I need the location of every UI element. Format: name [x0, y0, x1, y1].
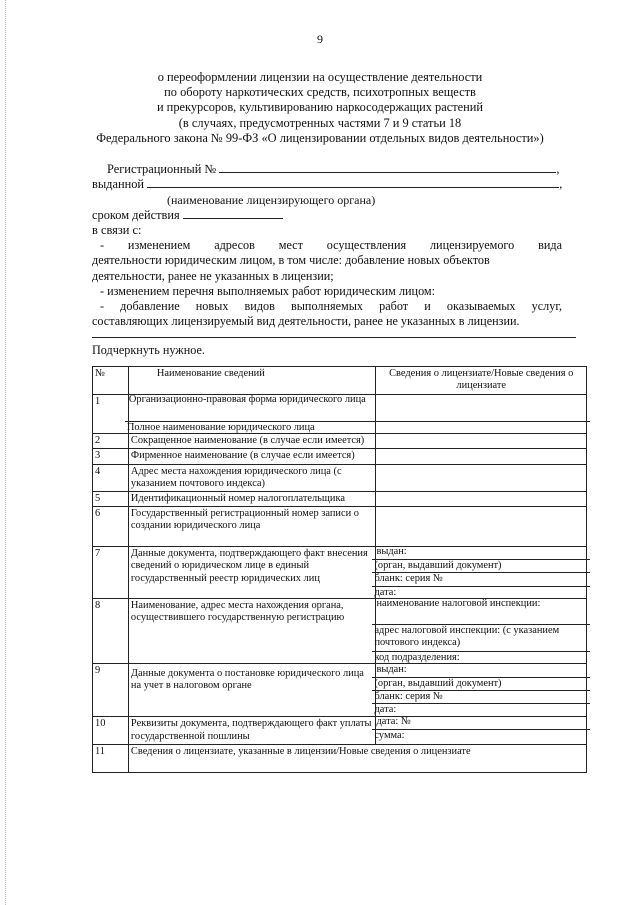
- validity-field[interactable]: [183, 208, 283, 219]
- info-field[interactable]: [372, 421, 590, 434]
- row-name: Сокращенное наименование (в случае если имеется): [128, 434, 376, 449]
- info-label: выдан:: [376, 664, 407, 676]
- reason-line: деятельности, ранее не указанных в лицензии;: [92, 268, 334, 283]
- header-info: Сведения о лицензиате/Новые сведения о лицензиате: [376, 367, 587, 395]
- registration-label: Регистрационный №: [107, 162, 217, 176]
- info-label: бланк: серия №: [372, 690, 590, 703]
- header-name: Наименование сведений: [128, 367, 376, 395]
- page-number: 9: [317, 32, 323, 46]
- validity-label: сроком действия: [92, 208, 180, 222]
- row-name: Государственный регистрационный номер записи о создании юридического лица: [128, 507, 376, 547]
- reason-line: составляющих лицензируемый вид деятельности, ранее не указанных в лицензии.: [92, 314, 520, 329]
- info-field[interactable]: [376, 434, 587, 449]
- reason-line: - изменением перечня выполняемых работ юридическим лицом:: [100, 283, 436, 298]
- reason-line: - изменением адресов мест осуществления лицензируемого вида: [100, 238, 562, 252]
- info-label: бланк: серия №: [372, 572, 590, 585]
- table-row: [93, 434, 587, 449]
- row-name: Фирменное наименование (в случае если имеется): [128, 449, 376, 464]
- header-number: №: [93, 367, 129, 395]
- row-name: Реквизиты документа, подтверждающего факт уплаты государственной пошлины: [128, 717, 376, 744]
- issued-label: выданной: [92, 177, 145, 191]
- table-row: [93, 492, 587, 507]
- title-line: Федерального закона № 99-ФЗ «О лицензировании отдельных видов деятельности»): [96, 130, 544, 145]
- row-number: 7: [93, 547, 129, 599]
- table-row: [93, 449, 587, 464]
- issued-by-row: [92, 177, 562, 192]
- info-field[interactable]: [376, 492, 587, 507]
- info-field[interactable]: [376, 507, 587, 547]
- row-number: 8: [93, 598, 129, 663]
- info-field[interactable]: [374, 394, 588, 421]
- info-label: (орган, выдавший документ): [372, 559, 590, 572]
- row-number: 4: [93, 464, 129, 491]
- info-label: выдан:: [376, 546, 407, 558]
- title-line: и прекурсоров, культивированию наркосодержащих растений: [156, 100, 484, 115]
- info-label: дата:: [372, 586, 590, 599]
- underline-note: Подчеркнуть нужное.: [92, 343, 205, 357]
- reasons-list: [92, 238, 562, 330]
- reason-line: - добавление новых видов выполняемых работ и оказываемых услуг,: [100, 299, 562, 314]
- row-number: 10: [93, 717, 129, 744]
- title-line: (в случаях, предусмотренных частями 7 и 9 статьи 18: [178, 115, 462, 130]
- row-name: Идентификационный номер налогоплательщика: [128, 492, 376, 507]
- row-info: [376, 547, 587, 599]
- issuing-authority-field[interactable]: [147, 177, 559, 188]
- document-title: [0, 70, 640, 146]
- table-row: [93, 464, 587, 491]
- info-label: дата:: [372, 703, 590, 717]
- table-row: [93, 547, 587, 599]
- reason-line: деятельности юридическим лицом, в том числе: добавление новых объектов: [92, 253, 490, 268]
- row-number: 6: [93, 507, 129, 547]
- info-field[interactable]: [376, 449, 587, 464]
- issuing-authority-caption: (наименование лицензирующего органа): [167, 193, 376, 207]
- table-row: [93, 717, 587, 744]
- row-name: Наименование, адрес места нахождения органа, осуществившего государственную регистрацию: [128, 598, 376, 663]
- row-name: Сведения о лицензиате, указанные в лицензии/Новые сведения о лицензиате: [128, 744, 586, 772]
- table-row: [93, 598, 587, 663]
- row-info: [376, 598, 587, 663]
- issued-comma: ,: [559, 177, 563, 191]
- title-line: по обороту наркотических средств, психотропных веществ: [164, 85, 476, 100]
- row-name: Адрес места нахождения юридического лица (с указанием почтового индекса): [128, 464, 376, 491]
- title-line: о переоформлении лицензии на осуществление деятельности: [157, 70, 483, 84]
- info-label: адрес налоговой инспекции: (с указанием почтового индекса): [372, 624, 590, 651]
- row-info: [376, 664, 587, 717]
- info-label: наименование налоговой инспекции:: [376, 597, 541, 609]
- info-label: сумма:: [372, 729, 590, 742]
- row-number: 1: [93, 395, 129, 434]
- registration-number-row: [107, 162, 560, 177]
- table-row: [93, 395, 587, 434]
- row-name-part: Организационно-правовая форма юридического лица: [128, 394, 366, 405]
- row-number: 3: [93, 449, 129, 464]
- table-row: [93, 744, 587, 772]
- info-label: дата: №: [376, 716, 411, 728]
- info-label: код подразделения:: [372, 651, 590, 664]
- row-info[interactable]: [376, 395, 587, 434]
- row-number: 11: [93, 744, 129, 772]
- info-label: (орган, выдавший документ): [372, 677, 590, 690]
- license-info-table: [92, 366, 587, 773]
- info-field[interactable]: [376, 464, 587, 491]
- registration-comma: ,: [556, 162, 560, 176]
- row-info: [376, 717, 587, 744]
- row-name: Данные документа о постановке юридического лица на учет в налоговом органе: [128, 664, 376, 717]
- row-name-part: Полное наименование юридического лица: [125, 421, 380, 434]
- row-name: [128, 395, 376, 434]
- registration-number-field[interactable]: [219, 162, 556, 173]
- due-to-label: в связи с:: [92, 223, 142, 237]
- separator-line: [92, 337, 576, 338]
- table-header-row: [93, 367, 587, 395]
- table-row: [93, 664, 587, 717]
- row-number: 2: [93, 434, 129, 449]
- row-name: Данные документа, подтверждающего факт внесения сведений о юридическом лице в единый государственный реестр юридических лиц: [128, 547, 376, 599]
- row-number: 9: [93, 664, 129, 717]
- row-number: 5: [93, 492, 129, 507]
- table-row: [93, 507, 587, 547]
- validity-row: [92, 208, 283, 223]
